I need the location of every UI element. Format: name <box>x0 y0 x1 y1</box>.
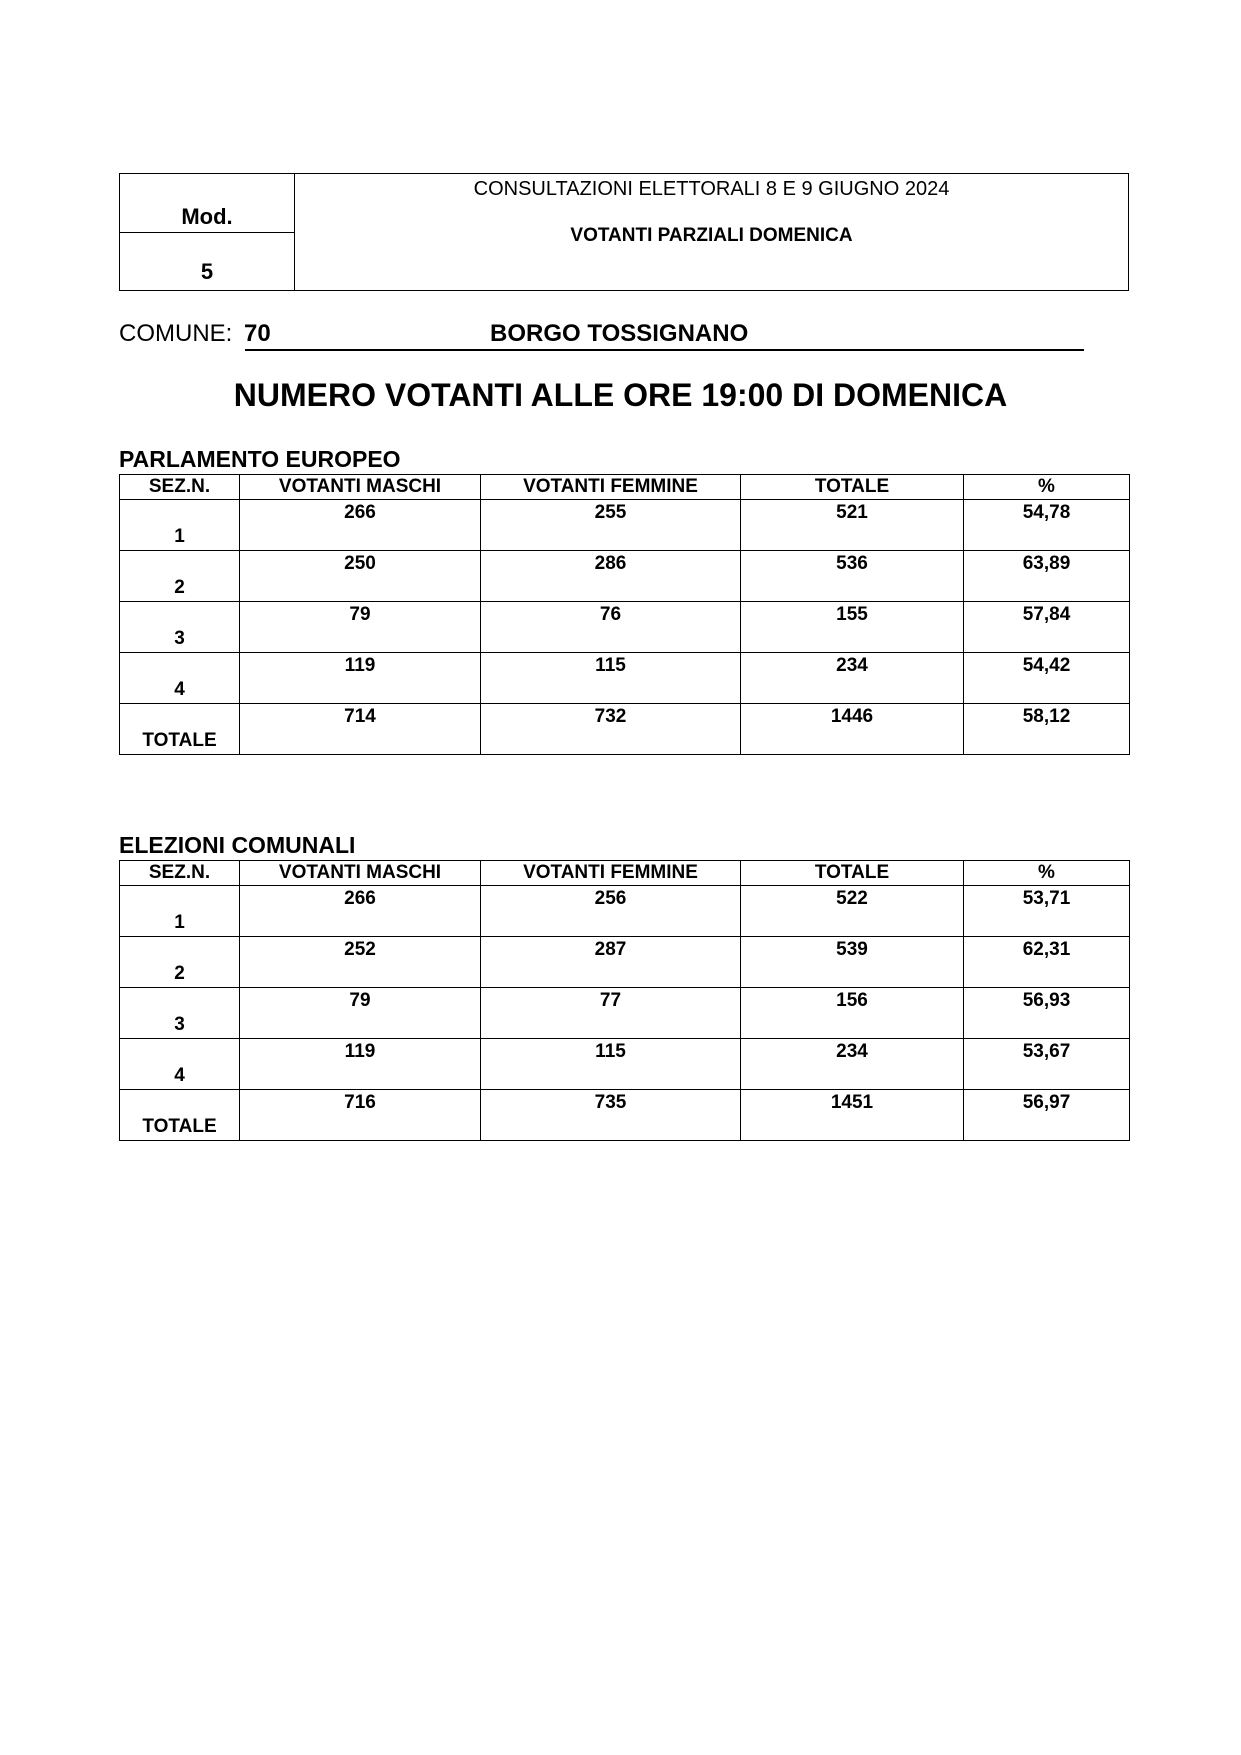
cell-perc: 54,78 <box>964 500 1130 551</box>
table-header-row <box>120 861 1130 886</box>
cell-sez: 2 <box>120 551 240 602</box>
cell-femmine: 732 <box>481 704 741 755</box>
cell-maschi: 250 <box>240 551 481 602</box>
cell-maschi: 119 <box>240 1039 481 1090</box>
col-header-totale: TOTALE <box>741 861 964 886</box>
cell-totale: 536 <box>741 551 964 602</box>
cell-femmine: 287 <box>481 937 741 988</box>
table-europeo <box>119 474 1130 755</box>
table-row <box>120 551 1130 602</box>
cell-totale: 234 <box>741 653 964 704</box>
cell-perc: 62,31 <box>964 937 1130 988</box>
header-box <box>119 173 1129 291</box>
cell-totale: 539 <box>741 937 964 988</box>
cell-sez: TOTALE <box>120 1090 240 1141</box>
cell-maschi: 716 <box>240 1090 481 1141</box>
col-header-sez: SEZ.N. <box>120 861 240 886</box>
cell-sez: 1 <box>120 500 240 551</box>
cell-totale: 156 <box>741 988 964 1039</box>
col-header-perc: % <box>964 475 1130 500</box>
mod-divider <box>120 232 294 233</box>
cell-femmine: 76 <box>481 602 741 653</box>
cell-sez: 2 <box>120 937 240 988</box>
cell-maschi: 714 <box>240 704 481 755</box>
cell-femmine: 115 <box>481 1039 741 1090</box>
header-title: CONSULTAZIONI ELETTORALI 8 E 9 GIUGNO 2024 <box>473 178 950 200</box>
cell-sez: TOTALE <box>120 704 240 755</box>
page-title: NUMERO VOTANTI ALLE ORE 19:00 DI DOMENICA <box>233 377 1008 413</box>
cell-sez: 3 <box>120 602 240 653</box>
cell-maschi: 79 <box>240 988 481 1039</box>
col-header-femmine: VOTANTI FEMMINE <box>481 475 741 500</box>
cell-maschi: 252 <box>240 937 481 988</box>
cell-totale: 1446 <box>741 704 964 755</box>
table-row <box>120 1039 1130 1090</box>
table-header-row <box>120 475 1130 500</box>
cell-maschi: 79 <box>240 602 481 653</box>
mod-cell <box>120 174 295 290</box>
table-row <box>120 988 1130 1039</box>
col-header-maschi: VOTANTI MASCHI <box>240 475 481 500</box>
table-total-row <box>120 704 1130 755</box>
section-title-comunali: ELEZIONI COMUNALI <box>119 832 356 858</box>
col-header-maschi: VOTANTI MASCHI <box>240 861 481 886</box>
cell-femmine: 115 <box>481 653 741 704</box>
cell-femmine: 255 <box>481 500 741 551</box>
cell-sez: 1 <box>120 886 240 937</box>
cell-sez: 3 <box>120 988 240 1039</box>
cell-totale: 155 <box>741 602 964 653</box>
table-row <box>120 886 1130 937</box>
col-header-perc: % <box>964 861 1130 886</box>
cell-maschi: 266 <box>240 886 481 937</box>
cell-sez: 4 <box>120 653 240 704</box>
cell-totale: 522 <box>741 886 964 937</box>
cell-femmine: 77 <box>481 988 741 1039</box>
mod-label: Mod. <box>181 204 233 229</box>
cell-perc: 53,71 <box>964 886 1130 937</box>
cell-perc: 57,84 <box>964 602 1130 653</box>
col-header-femmine: VOTANTI FEMMINE <box>481 861 741 886</box>
cell-maschi: 266 <box>240 500 481 551</box>
cell-perc: 53,67 <box>964 1039 1130 1090</box>
cell-totale: 521 <box>741 500 964 551</box>
table-row <box>120 602 1130 653</box>
table-row <box>120 937 1130 988</box>
cell-femmine: 286 <box>481 551 741 602</box>
header-subtitle: VOTANTI PARZIALI DOMENICA <box>570 225 853 246</box>
section-title-europeo: PARLAMENTO EUROPEO <box>119 446 401 472</box>
cell-sez: 4 <box>120 1039 240 1090</box>
cell-totale: 234 <box>741 1039 964 1090</box>
table-row <box>120 653 1130 704</box>
comune-underline <box>245 349 1084 351</box>
comune-label: COMUNE: <box>119 320 233 347</box>
cell-perc: 56,97 <box>964 1090 1130 1141</box>
table-row <box>120 500 1130 551</box>
cell-perc: 63,89 <box>964 551 1130 602</box>
cell-perc: 56,93 <box>964 988 1130 1039</box>
comune-line <box>119 320 1084 352</box>
col-header-sez: SEZ.N. <box>120 475 240 500</box>
table-comunali <box>119 860 1130 1141</box>
cell-femmine: 256 <box>481 886 741 937</box>
cell-totale: 1451 <box>741 1090 964 1141</box>
cell-perc: 58,12 <box>964 704 1130 755</box>
comune-name: BORGO TOSSIGNANO <box>490 320 749 347</box>
mod-number: 5 <box>200 259 214 284</box>
cell-perc: 54,42 <box>964 653 1130 704</box>
table-total-row <box>120 1090 1130 1141</box>
col-header-totale: TOTALE <box>741 475 964 500</box>
comune-code: 70 <box>244 320 271 347</box>
cell-femmine: 735 <box>481 1090 741 1141</box>
cell-maschi: 119 <box>240 653 481 704</box>
